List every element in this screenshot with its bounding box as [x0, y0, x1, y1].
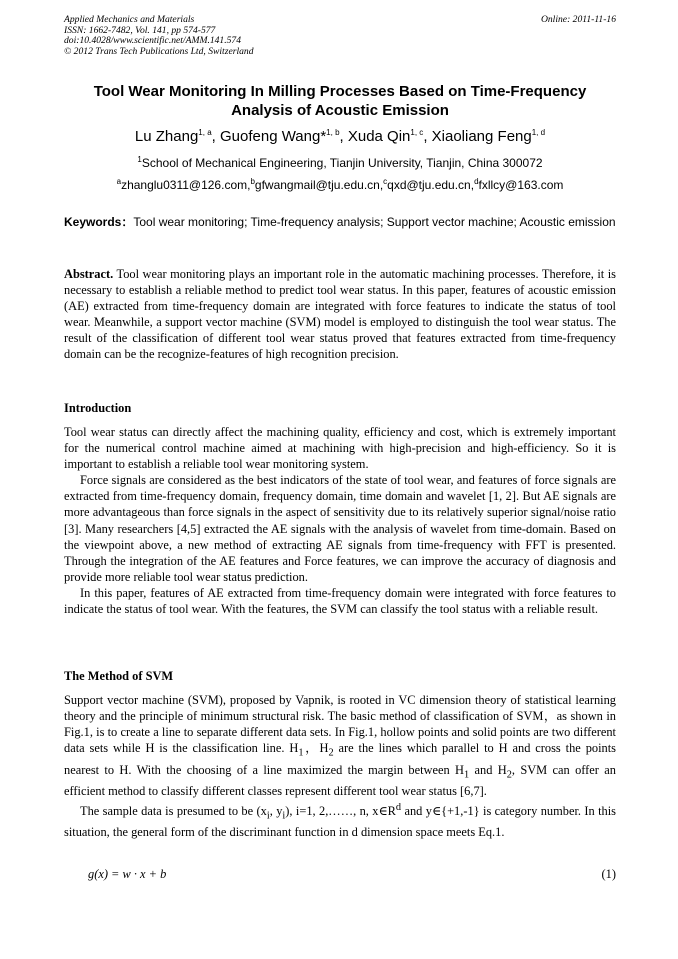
email-address[interactable]: gfwangmail@tju.edu.cn,: [254, 178, 384, 192]
author-separator: ,: [211, 128, 220, 145]
text-run: and H: [469, 762, 507, 777]
author-separator: ,: [423, 128, 432, 145]
email-mark: a: [116, 177, 122, 186]
text-run: , y: [269, 803, 283, 818]
intro-paragraph: Force signals are considered as the best indicators of the state of tool wear, and features of force signals are extracted from time-frequency domain, frequency domain, time domain and wavelet [1, 2]. But AE signals are more advantageous than force signals in the aspect of sensitivity due to its relatively superior signal/noise ratio [3]. Many researchers [4,5] extracted the AE signals with the analysis of wavelet from time-domain. Based on the viewpoint above, a new method of extracting AE signals from time-frequency with FFT is presented. Through the integration of the AE features and Force features, we can improve the accuracy of diagnosis and provide more reliable tool wear status prediction.: [64, 473, 616, 584]
email-address[interactable]: zhanglu0311@126.com,: [121, 178, 251, 192]
svm-body: [64, 692, 616, 840]
author: [432, 128, 545, 145]
email-mark: b: [250, 177, 255, 186]
abstract-label: Abstract.: [64, 267, 114, 281]
author: [348, 128, 432, 145]
issn-line: ISSN: 1662-7482, Vol. 141, pp 574-577: [64, 24, 216, 36]
email-mark: d: [474, 177, 479, 186]
author-affil-mark: 1, c: [410, 128, 424, 137]
text-run: ), i=1, 2,……, n, x∈R: [285, 803, 396, 818]
author-affil-mark: 1, a: [198, 128, 212, 137]
author-list: [64, 128, 616, 146]
text-run: ，H: [303, 741, 329, 756]
email-list: [64, 178, 616, 192]
affiliation-text: School of Mechanical Engineering, Tianjin University, Tianjin, China 300072: [141, 156, 543, 170]
introduction-heading: Introduction: [64, 401, 132, 415]
keywords: [64, 215, 616, 230]
text-run: are the lines which parallel to H and cross the points nearest to H. With the choosing of a line maximized the margin between H: [64, 741, 616, 777]
author-name: Guofeng Wang*: [219, 128, 327, 145]
author-name: Xiaoliang Feng: [431, 128, 532, 145]
intro-paragraph: In this paper, features of AE extracted from time-frequency domain were integrated with force features to indicate the status of tool wear. With the features, the SVM can classify the tool status with a reliable result.: [64, 585, 616, 617]
subscript: i: [282, 810, 286, 822]
abstract-text: Tool wear monitoring plays an important role in the automatic machining processes. Therefore, it is necessary to establish a reliable method to predict tool wear status. In this paper, features of acoustic emission (AE) extracted from time-frequency domain are integrated with force features to indicate the status of tool wear. Meanwhile, a support vector machine (SVM) model is employed to distinguish the tool wear status. The result of the classification of different tool wear status proved that features extracted from time-frequency domain can be the recognize-features of high recognition precision.: [64, 267, 616, 362]
author-affil-mark: 1, b: [326, 128, 340, 137]
subscript: i: [266, 810, 270, 822]
paper-title: [64, 82, 616, 120]
equation-number: (1): [601, 867, 616, 881]
equation-1: [88, 866, 616, 882]
journal-header: [64, 15, 616, 57]
svm-paragraph: [64, 800, 616, 841]
copyright-line: © 2012 Trans Tech Publications Ltd, Switzerland: [64, 45, 254, 57]
author: [220, 128, 348, 145]
author-name: Xuda Qin: [347, 128, 411, 145]
introduction-body: [64, 424, 616, 617]
abstract: [64, 266, 616, 363]
subscript: 1: [463, 769, 470, 781]
title-line-1: Tool Wear Monitoring In Milling Processes Based on Time-Frequency: [93, 83, 587, 100]
subscript: 2: [328, 747, 334, 759]
email-address[interactable]: fxllcy@163.com: [478, 178, 564, 192]
keywords-label: Keywords：: [64, 215, 134, 229]
subscript: 2: [506, 769, 512, 781]
equation-expression: g(x) = w · x + b: [88, 867, 167, 881]
online-date: Online: 2011-11-16: [540, 14, 616, 25]
title-line-2: Analysis of Acoustic Emission: [231, 102, 449, 119]
doi-line: doi:10.4028/www.scientific.net/AMM.141.574: [64, 35, 242, 46]
subscript: 1: [298, 747, 304, 759]
text-run: , SVM can offer an efficient method to classify different classes represent different tool wear status [6,7].: [64, 762, 616, 799]
email-mark: c: [383, 177, 388, 186]
author-affil-mark: 1, d: [531, 128, 546, 137]
author-name: Lu Zhang: [134, 128, 199, 145]
author: [135, 128, 220, 145]
email-address[interactable]: qxd@tju.edu.cn,: [387, 178, 475, 192]
affiliation-mark: 1: [137, 155, 142, 164]
author-separator: ,: [339, 128, 348, 145]
keywords-text: Tool wear monitoring; Time-frequency analysis; Support vector machine; Acoustic emission: [133, 215, 616, 229]
intro-paragraph: Tool wear status can directly affect the machining quality, efficiency and cost, which is extremely important for the numerical control machine aimed at machining with high-precision and high-efficiency. So it is important to establish a reliable tool wear monitoring system.: [64, 425, 616, 472]
svm-paragraph: [64, 692, 616, 800]
svm-heading: The Method of SVM: [64, 669, 174, 683]
affiliation: [64, 156, 616, 170]
text-run: Support vector machine (SVM), proposed by Vapnik, is rooted in VC dimension theory of statistical learning theory and the principle of minimum structural risk. The basic method of classification of SVM，as shown in Fig.1, is to create a line to separate different data sets. In Fig.1, hollow points and solid points are two different data sets while H is the classification line. H: [64, 693, 616, 756]
journal-name: Applied Mechanics and Materials: [64, 14, 195, 25]
text-run: The sample data is presumed to be (x: [80, 803, 267, 818]
superscript: d: [395, 801, 402, 813]
text-run: and y∈{+1,-1} is category number. In this situation, the general form of the discriminant function in d dimension space meets Eq.1.: [64, 803, 616, 840]
